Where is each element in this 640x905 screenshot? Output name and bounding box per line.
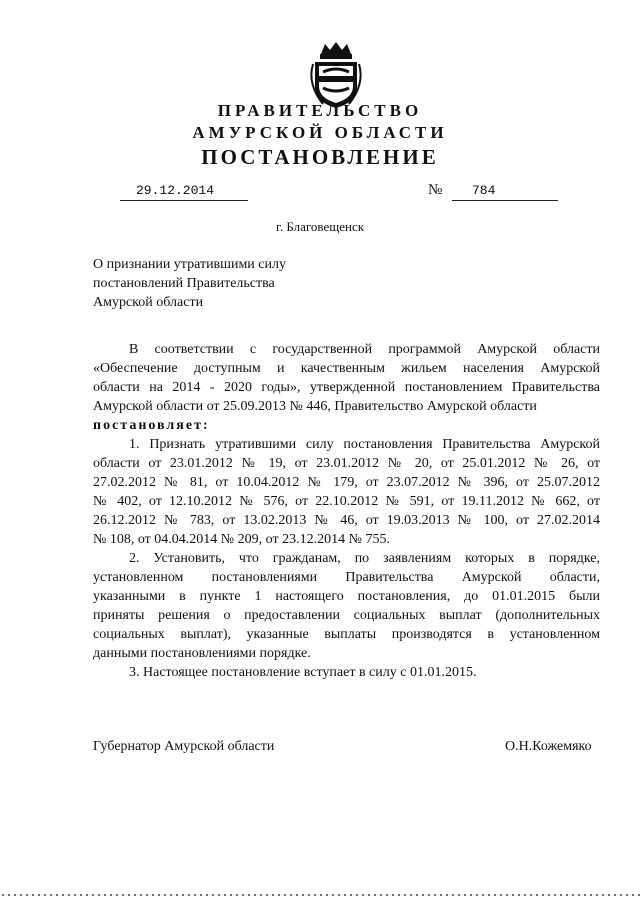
item2-line: указанными в пункте 1 настоящего постановления, до 01.01.2015 были <box>93 589 600 604</box>
city: г. Благовещенск <box>275 219 365 234</box>
document-title: ПОСТАНОВЛЕНИЕ <box>201 145 439 169</box>
item1-line: № 108, от 04.04.2014 № 209, от 23.12.2014 № 755. <box>93 532 390 547</box>
header-region: АМУРСКОЙ ОБЛАСТИ <box>192 123 448 142</box>
subject-line: Амурской области <box>93 295 204 310</box>
scan-edge-divider <box>0 893 640 897</box>
item1-line: 26.12.2012 № 783, от 13.02.2013 № 46, от 19.03.2013 № 100, от 27.02.2014 <box>93 513 600 528</box>
item2-line: приняты решения о предоставлении социальных выплат (дополнительных <box>93 608 600 623</box>
subject-line: постановлений Правительства <box>93 276 275 291</box>
document-number: 784 <box>452 183 558 201</box>
item1-line: № 402, от 12.10.2012 № 576, от 22.10.2012 № 591, от 19.11.2012 № 662, от <box>93 494 600 509</box>
item2-line: установленном постановлениями Правительства Амурской области, <box>93 570 600 585</box>
document-date: 29.12.2014 <box>120 183 248 201</box>
signature-name: О.Н.Кожемяко <box>505 739 592 754</box>
item1-line: 1. Признать утратившими силу постановления Правительства Амурской <box>129 437 600 452</box>
document-subject <box>93 255 393 312</box>
subject-line: О признании утратившими силу <box>93 257 286 272</box>
item1-line: области от 23.01.2012 № 19, от 23.01.2012 № 20, от 25.01.2012 № 26, от <box>93 456 600 471</box>
document-body <box>93 340 600 682</box>
coat-of-arms-icon <box>303 40 369 110</box>
number-sign: № <box>428 182 443 198</box>
preamble-line: Амурской области от 25.09.2013 № 446, Правительство Амурской области <box>93 399 537 414</box>
item2-line: социальных выплат), указанные выплаты производятся в установленном <box>93 627 600 642</box>
signature-position: Губернатор Амурской области <box>93 739 275 754</box>
header-government: ПРАВИТЕЛЬСТВО <box>217 101 423 120</box>
item3-line: 3. Настоящее постановление вступает в силу с 01.01.2015. <box>129 665 477 680</box>
preamble-line: В соответствии с государственной программой Амурской области <box>129 342 600 357</box>
item1-line: 27.02.2012 № 81, от 10.04.2012 № 179, от 23.07.2012 № 396, от 25.07.2012 <box>93 475 600 490</box>
preamble-line: «Обеспечение доступным и качественным жильем населения Амурской <box>93 361 600 376</box>
item2-line: данными постановлениями порядке. <box>93 646 311 661</box>
preamble-line: области на 2014 - 2020 годы», утвержденной постановлением Правительства <box>93 380 600 395</box>
item2-line: 2. Установить, что гражданам, по заявлениям которых в порядке, <box>129 551 600 566</box>
resolves-word: постановляет: <box>93 418 210 433</box>
